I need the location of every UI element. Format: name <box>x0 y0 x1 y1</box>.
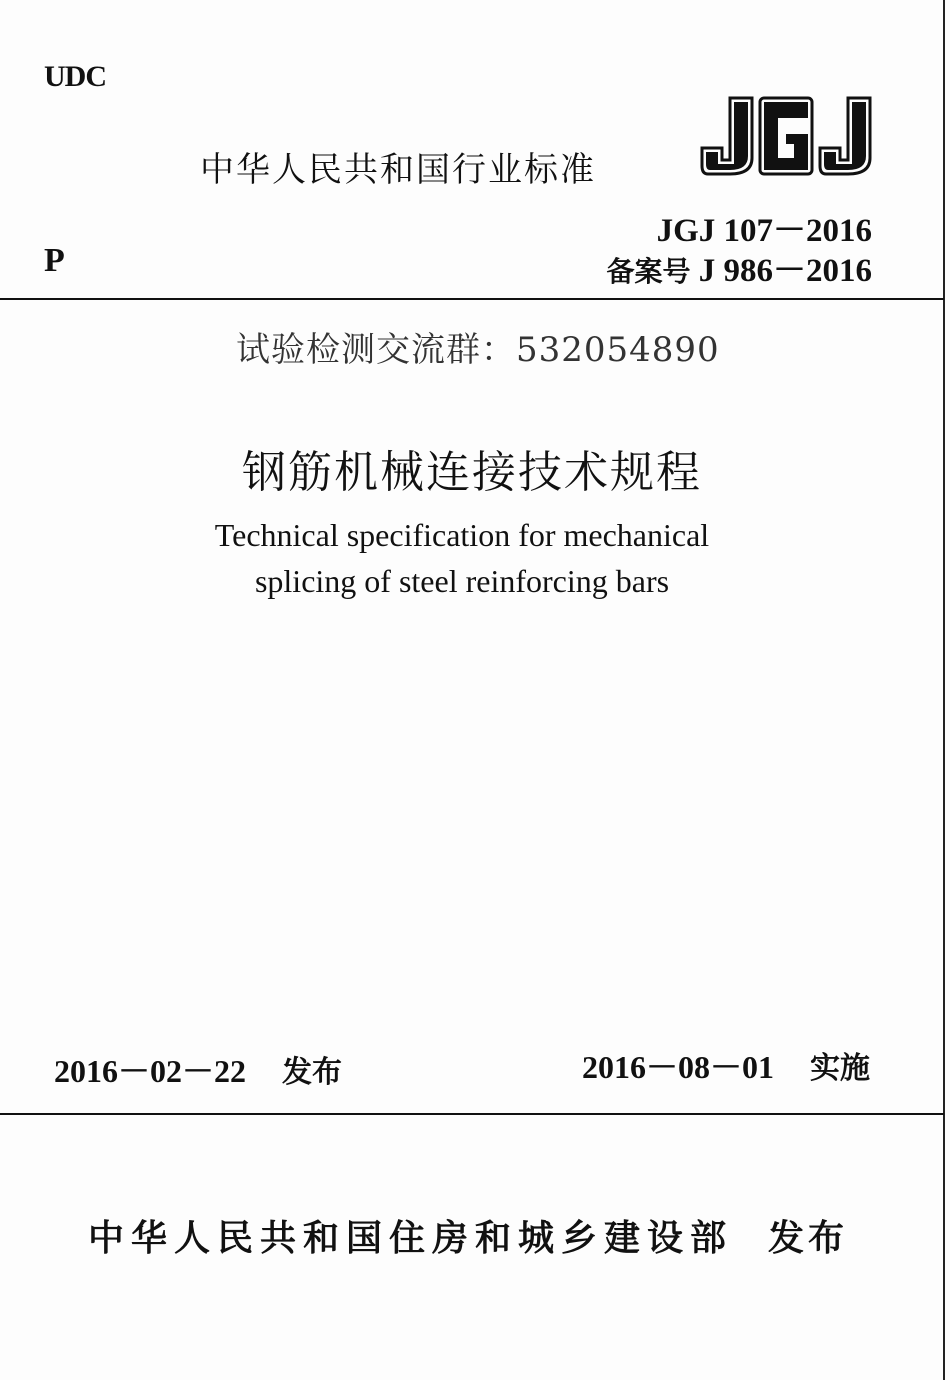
issue-label: 发布 <box>282 1055 343 1090</box>
category-label: P <box>44 242 65 279</box>
header-divider <box>0 298 944 300</box>
record-number-value: J 986－2016 <box>698 253 872 289</box>
record-number-label: 备案号 <box>606 255 691 288</box>
implementation-label: 实施 <box>810 1051 871 1086</box>
document-title-chinese: 钢筋机械连接技术规程 <box>242 447 702 498</box>
publish-label: 发布 <box>768 1218 849 1259</box>
jgj-logo <box>700 94 872 178</box>
record-number-line <box>606 244 872 291</box>
footer-divider <box>0 1113 944 1115</box>
industry-standard-heading: 中华人民共和国行业标准 <box>200 150 596 190</box>
standard-number: JGJ 107－2016 <box>656 213 872 249</box>
udc-label: UDC <box>44 60 106 93</box>
publisher-name: 中华人民共和国住房和城乡建设部 <box>88 1218 734 1259</box>
issue-date-line <box>54 1046 342 1092</box>
implementation-date-line <box>582 1042 870 1088</box>
english-title-line-2: splicing of steel reinforcing bars <box>254 563 670 599</box>
implementation-date: 2016－08－01 <box>582 1049 775 1085</box>
english-title-line-1: Technical specification for mechanical <box>214 517 710 553</box>
jgj-logo-icon <box>700 94 872 178</box>
watermark-text: 试验检测交流群：532054890 <box>236 330 720 370</box>
issue-date: 2016－02－22 <box>54 1053 247 1089</box>
document-title-english <box>0 512 924 604</box>
page-right-edge <box>943 0 945 1380</box>
